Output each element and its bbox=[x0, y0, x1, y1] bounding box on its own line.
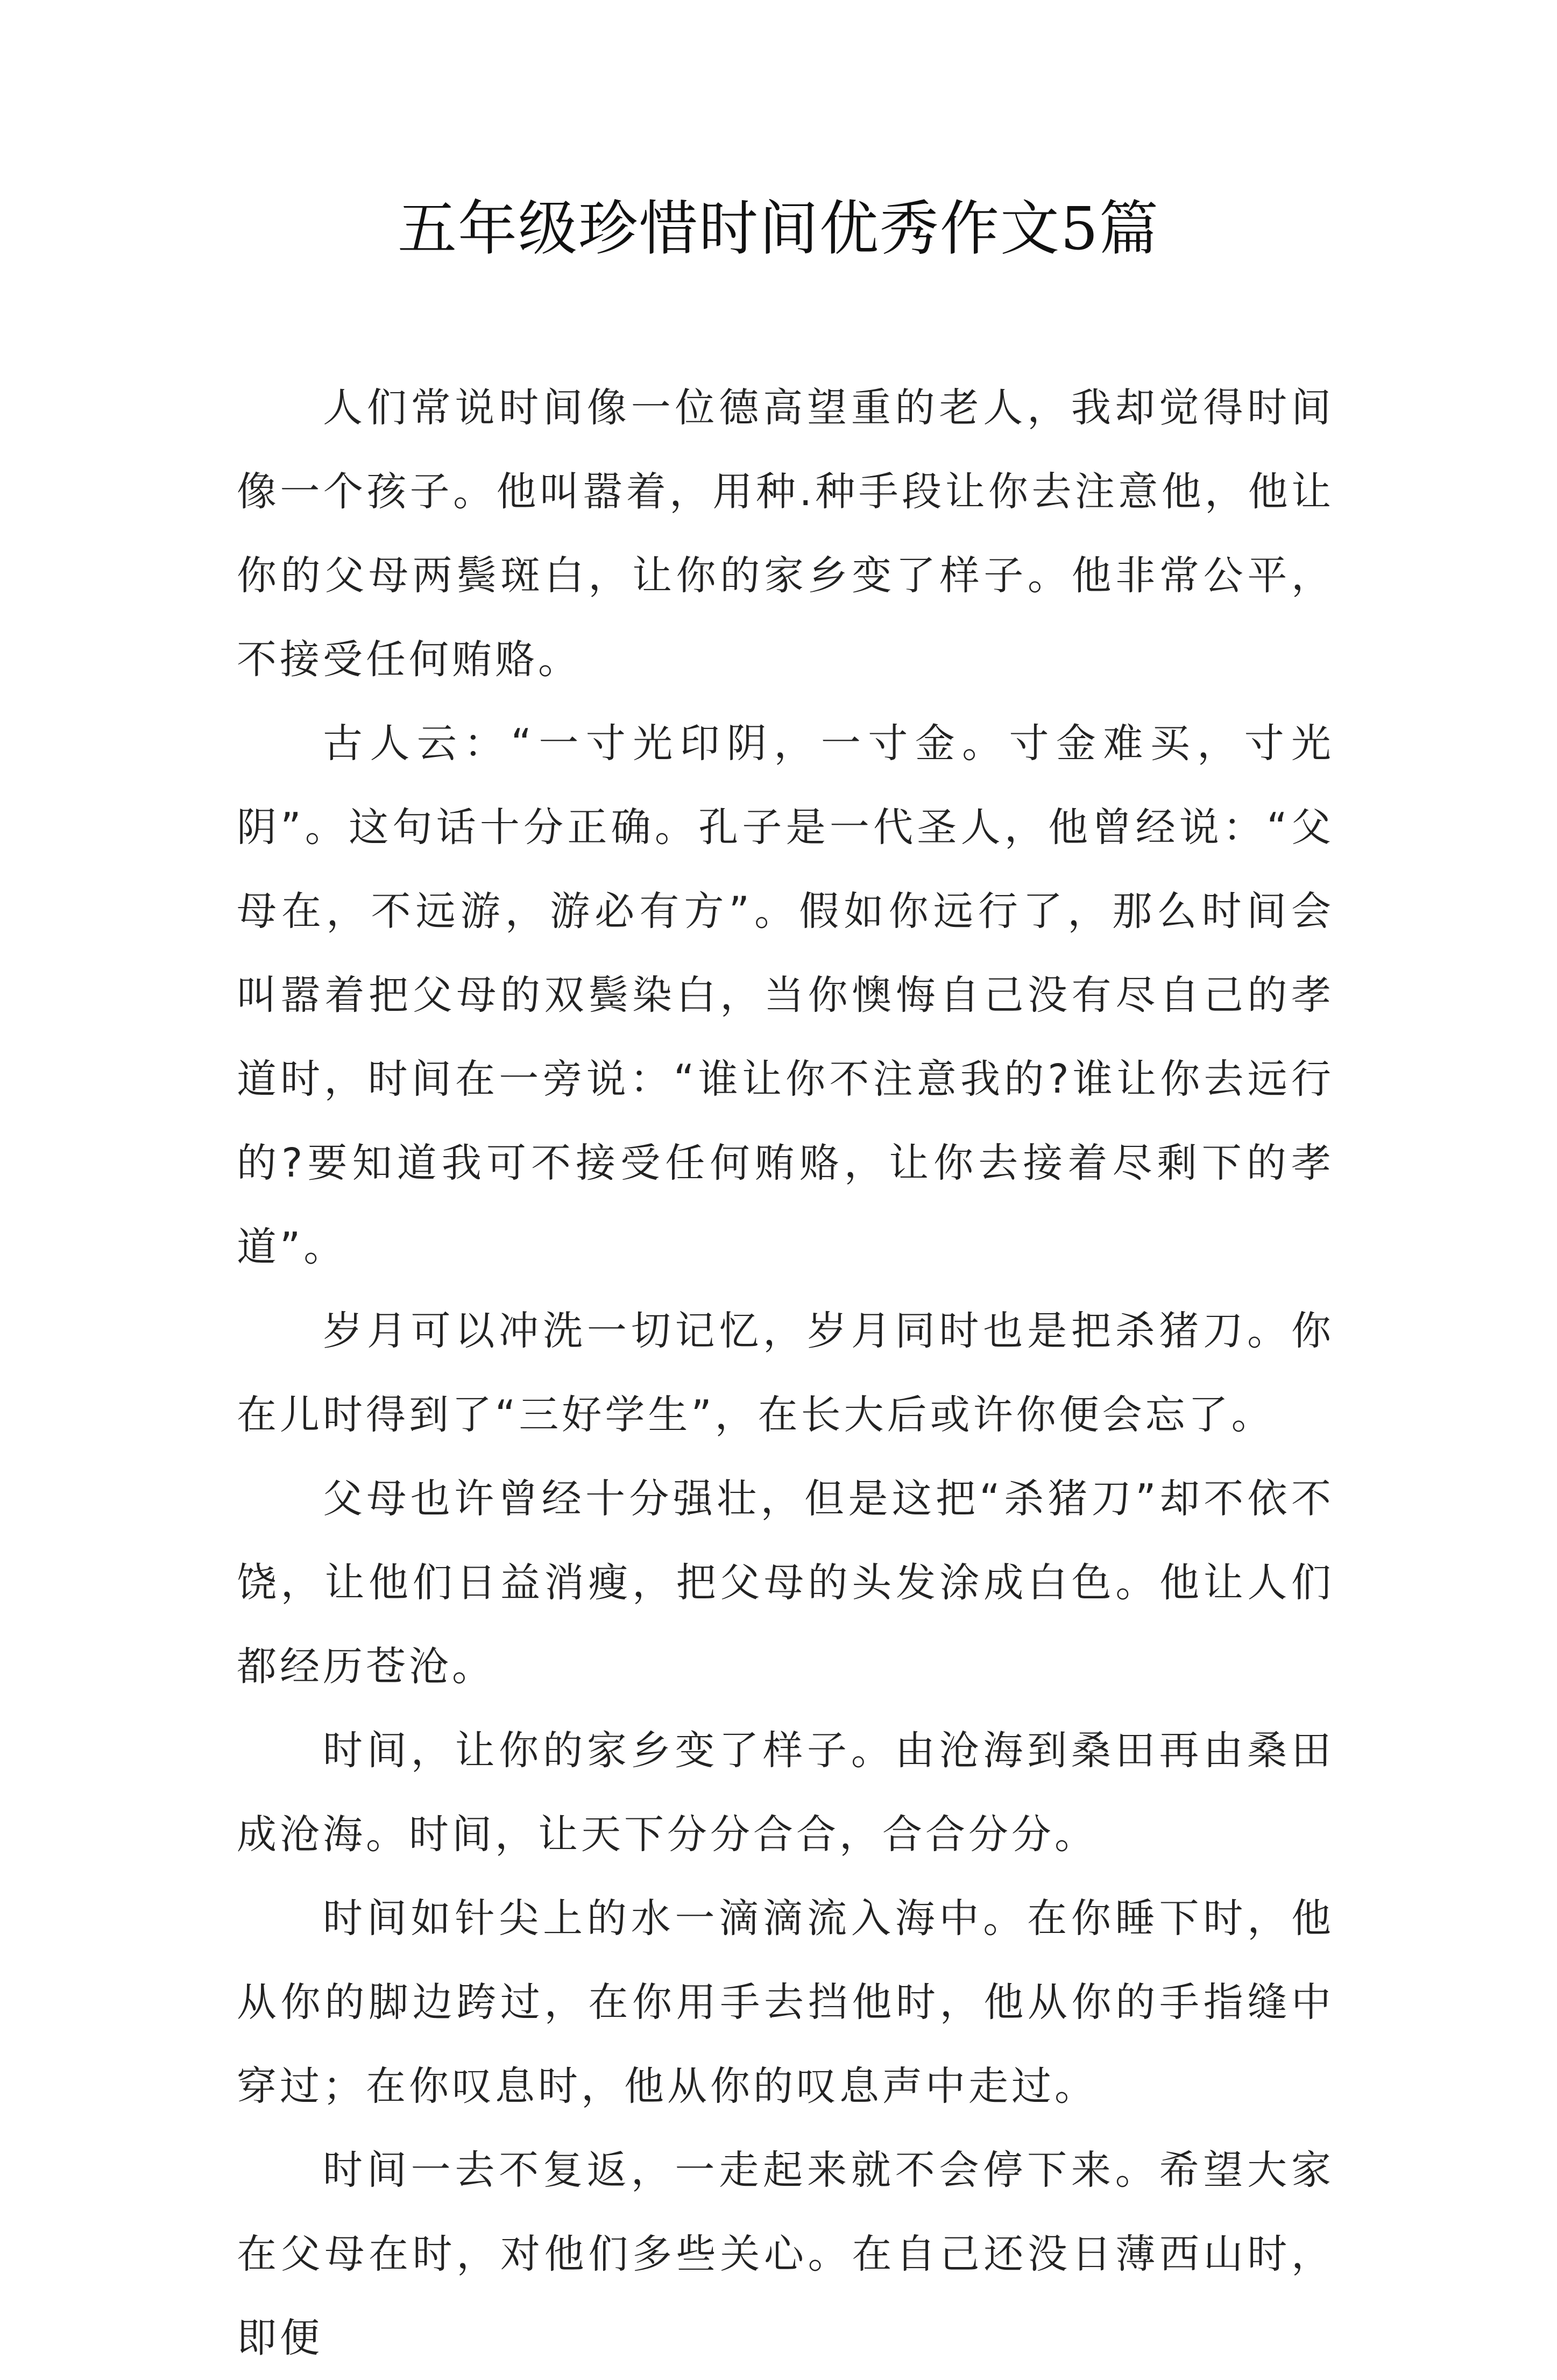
paragraph-3: 岁月可以冲洗一切记忆，岁月同时也是把杀猪刀。你在儿时得到了“三好学生”，在长大后或许你便会忘了。 bbox=[237, 1308, 1334, 1438]
paragraph-4: 父母也许曾经十分强壮，但是这把“杀猪刀”却不依不饶，让他们日益消瘦，把父母的头发涂成白色。他让人们都经历苍沧。 bbox=[237, 1476, 1334, 1690]
paragraph-2: 古人云：“一寸光印阴，一寸金。寸金难买，寸光阴”。这句话十分正确。孔子是一代圣人，他曾经说：“父母在，不远游，游必有方”。假如你远行了，那么时间会叫嚣着把父母的双鬓染白，当你懊悔自己没有尽自己的孝道时，时间在一旁说：“谁让你不注意我的?谁让你去远行的?要知道我可不接受任何贿赂，让你去接着尽剩下的孝道”。 bbox=[237, 720, 1334, 1270]
paragraph-1: 人们常说时间像一位德高望重的老人，我却觉得时间像一个孩子。他叫嚣着，用种.种手段让你去注意他，他让你的父母两鬓斑白，让你的家乡变了样子。他非常公平，不接受任何贿赂。 bbox=[237, 385, 1334, 683]
paragraph-7: 时间一去不复返，一走起来就不会停下来。希望大家在父母在时，对他们多些关心。在自己还没日薄西山时，即便 bbox=[237, 2147, 1334, 2361]
document-title: 五年级珍惜时间优秀作文5篇 bbox=[398, 194, 1159, 263]
paragraph-6: 时间如针尖上的水一滴滴流入海中。在你睡下时，他从你的脚边跨过，在你用手去挡他时，他从你的手指缝中穿过；在你叹息时，他从你的叹息声中走过。 bbox=[237, 1895, 1334, 2109]
paragraph-5: 时间，让你的家乡变了样子。由沧海到桑田再由桑田成沧海。时间，让天下分分合合，合合分分。 bbox=[237, 1727, 1334, 1858]
document-body bbox=[237, 366, 1334, 2380]
